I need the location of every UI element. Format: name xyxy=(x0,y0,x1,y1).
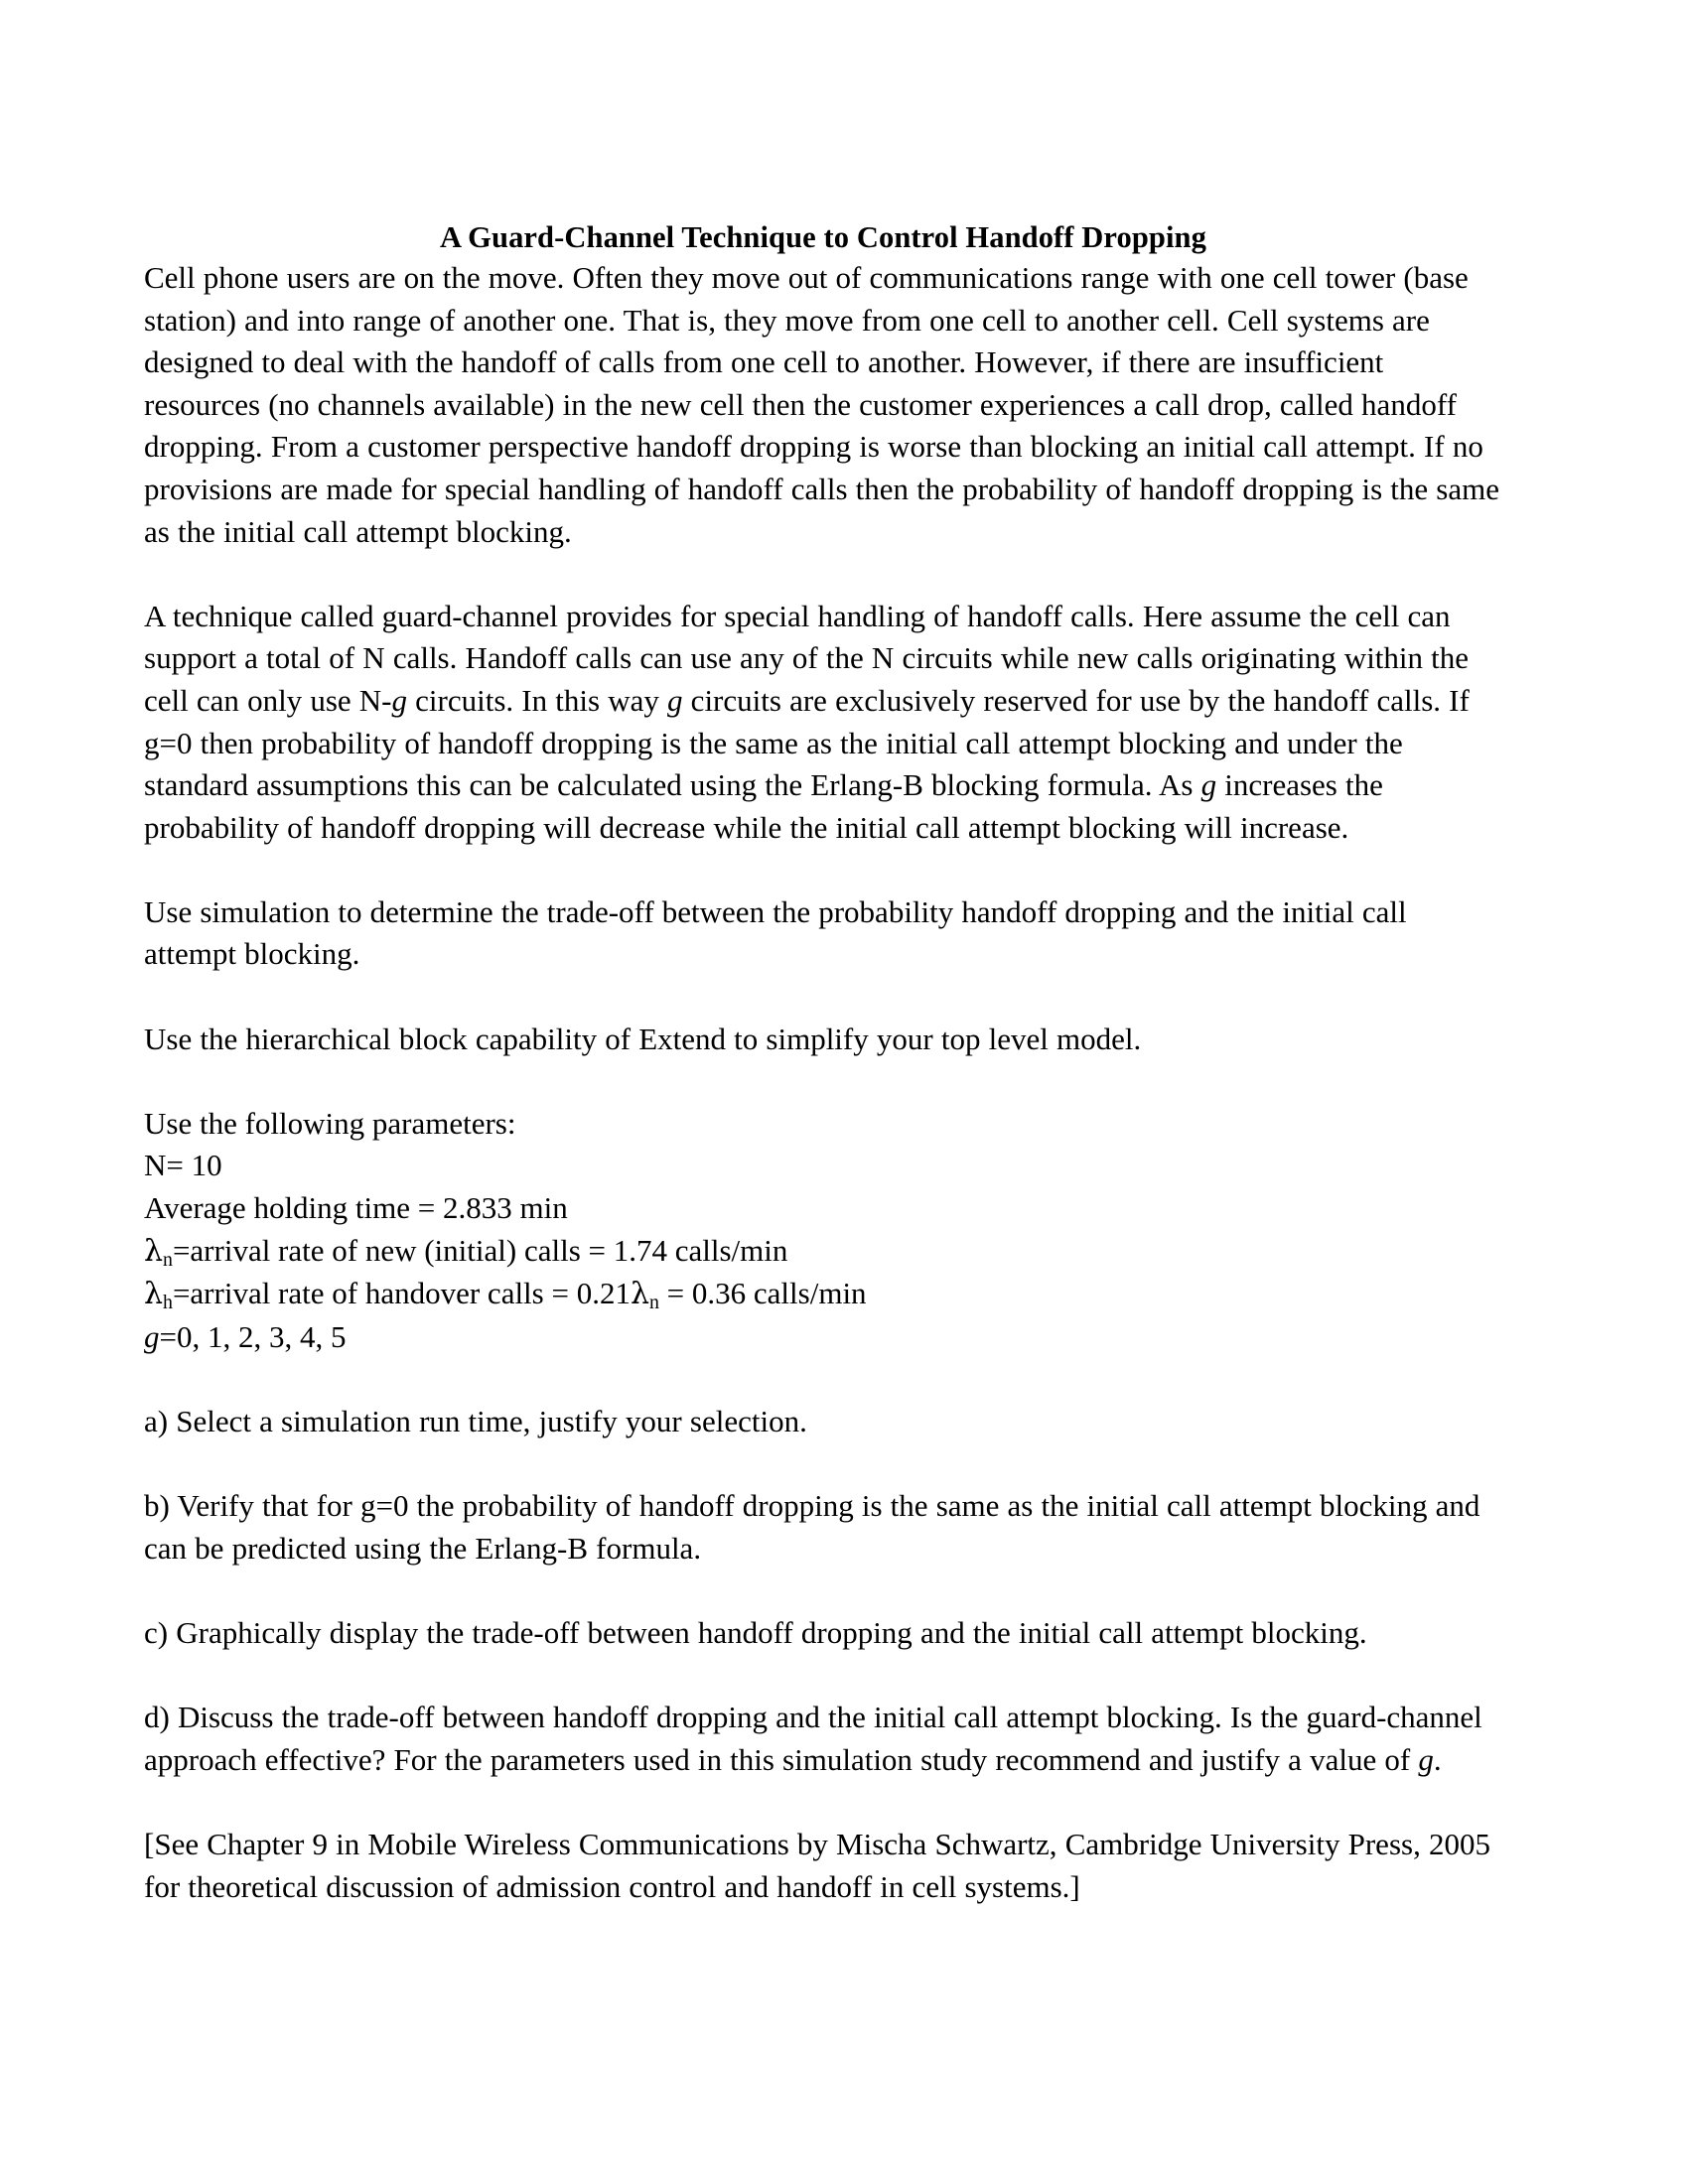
lambda-symbol-new: λ xyxy=(144,1233,164,1269)
variable-g-label: g xyxy=(144,1318,160,1354)
parameter-lambda-handover-text-b: = 0.36 calls/min xyxy=(658,1276,867,1311)
variable-g-inline-4: g xyxy=(1418,1741,1434,1777)
paragraph-simulation-task: Use simulation to determine the trade-off between the probability handoff dropping and the initial call attempt blocking. xyxy=(144,893,1407,972)
question-d-text: d) Discuss the trade-off between handoff dropping and the initial call attempt blocking. Is the guard-channel approach effective? For the parameters used in this simulation study recommend and justify a value of xyxy=(144,1700,1482,1777)
parameters-block xyxy=(144,1103,1502,1359)
parameter-lambda-new xyxy=(144,1230,1502,1274)
variable-g-values: =0, 1, 2, 3, 4, 5 xyxy=(159,1318,347,1354)
lambda-subscript-n-ref: n xyxy=(649,1292,659,1314)
lambda-subscript-h: h xyxy=(163,1292,173,1314)
paragraph-spacer xyxy=(144,976,1502,1019)
parameter-lambda-handover xyxy=(144,1273,1502,1316)
paragraph-guard-channel-part4: increases the probability of handoff dropping will decrease while the initial call attempt blocking will increase. xyxy=(144,767,1383,845)
paragraph-spacer xyxy=(144,1570,1502,1612)
question-b: b) Verify that for g=0 the probability of handoff dropping is the same as the initial call attempt blocking and can be predicted using the Erlang-B formula. xyxy=(144,1488,1480,1566)
paragraph-spacer xyxy=(144,553,1502,596)
parameter-holding-time: Average holding time = 2.833 min xyxy=(144,1190,568,1226)
variable-g-inline-2: g xyxy=(667,682,683,718)
paragraph-guard-channel-part3: circuits are exclusively reserved for use by the handoff calls. If g=0 then probability of handoff dropping is the same as the initial call attempt blocking and under the standard assumptions this can be calculated using the Erlang-B blocking formula. As xyxy=(144,682,1470,803)
parameter-total-channels: N= 10 xyxy=(144,1148,222,1183)
lambda-symbol-new-ref: λ xyxy=(630,1277,649,1312)
paragraph-spacer xyxy=(144,849,1502,891)
paragraph-guard-channel-part2: circuits. In this way xyxy=(407,682,668,718)
question-d xyxy=(144,1697,1502,1781)
lambda-symbol-handover: λ xyxy=(144,1277,164,1312)
paragraph-intro: Cell phone users are on the move. Often they move out of communications range with one cell tower (base station) and into range of another one. That is, they move from one cell to another cell. Cell systems are designed to deal with the handoff of calls from one cell to another. However, if there are insufficient resources (no channels available) in the new cell then the customer experiences a call drop, called handoff dropping. From a customer perspective handoff dropping is worse than blocking an initial call attempt. If no provisions are made for special handling of handoff calls then the probability of handoff dropping is the same as the initial call attempt blocking. xyxy=(144,259,1500,549)
paragraph-spacer xyxy=(144,1655,1502,1698)
paragraph-spacer xyxy=(144,1781,1502,1824)
question-a: a) Select a simulation run time, justify your selection. xyxy=(144,1404,807,1439)
question-c: c) Graphically display the trade-off between handoff dropping and the initial call attempt blocking. xyxy=(144,1614,1367,1650)
paragraph-guard-channel-part1: A technique called guard-channel provides for special handling of handoff calls. Here assume the cell can support a total of N calls. Handoff calls can use any of the N circuits while new calls originating within the cell can only use N- xyxy=(144,598,1470,718)
paragraph-spacer xyxy=(144,1358,1502,1401)
paragraph-guard-channel xyxy=(144,596,1502,850)
document-body xyxy=(144,220,1502,1908)
reference-note: [See Chapter 9 in Mobile Wireless Communications by Mischa Schwartz, Cambridge University Press, 2005 for theoretical discussion of admission control and handoff in cell systems.] xyxy=(144,1826,1490,1904)
variable-g-inline-1: g xyxy=(391,682,408,718)
paragraph-extend-hint: Use the hierarchical block capability of Extend to simplify your top level model. xyxy=(144,1021,1142,1056)
parameter-lambda-handover-text-a: =arrival rate of handover calls = 0.21 xyxy=(172,1276,631,1311)
parameter-guard-channel-values xyxy=(144,1316,1502,1359)
page-title: A Guard-Channel Technique to Control Handoff Dropping xyxy=(440,220,1206,254)
variable-g-inline-3: g xyxy=(1200,767,1217,803)
paragraph-spacer xyxy=(144,1443,1502,1486)
parameters-heading: Use the following parameters: xyxy=(144,1105,516,1141)
question-d-period: . xyxy=(1433,1741,1442,1777)
lambda-subscript-n: n xyxy=(163,1248,173,1271)
paragraph-spacer xyxy=(144,1060,1502,1103)
parameter-lambda-new-text: =arrival rate of new (initial) calls = 1.74 calls/min xyxy=(172,1232,788,1268)
